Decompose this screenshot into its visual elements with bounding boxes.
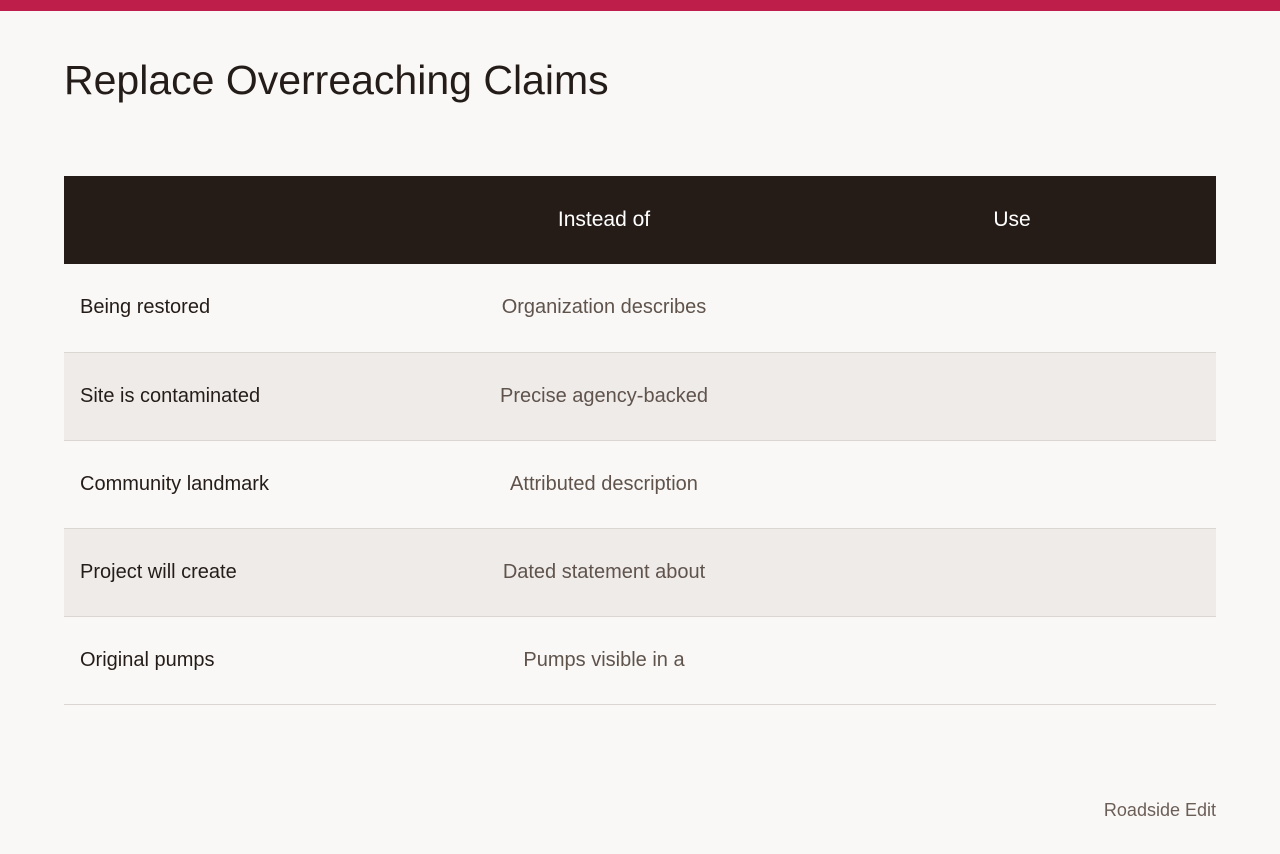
row-instead-of: Pumps visible in a bbox=[523, 648, 685, 671]
table-header bbox=[64, 176, 1216, 264]
table-row bbox=[64, 528, 1216, 616]
header-instead-of: Instead of bbox=[557, 208, 651, 231]
header-claim bbox=[64, 176, 400, 264]
top-accent-bar bbox=[0, 0, 1280, 11]
row-claim: Site is contaminated bbox=[80, 384, 261, 407]
row-instead-of: Attributed description bbox=[510, 472, 698, 495]
row-instead-of: Dated statement about bbox=[502, 560, 706, 583]
row-claim: Project will create bbox=[80, 560, 237, 583]
table-row bbox=[64, 264, 1216, 352]
table-row bbox=[64, 352, 1216, 440]
row-use bbox=[808, 264, 1216, 352]
row-use bbox=[808, 440, 1216, 528]
row-claim: Being restored bbox=[80, 296, 211, 319]
row-use bbox=[808, 528, 1216, 616]
row-claim: Original pumps bbox=[80, 648, 215, 671]
table-header-row bbox=[64, 176, 1216, 264]
footer-brand: Roadside Edit bbox=[1103, 800, 1216, 820]
page-title: Replace Overreaching Claims bbox=[64, 57, 609, 103]
row-use bbox=[808, 352, 1216, 440]
table-body bbox=[64, 264, 1216, 704]
table-row bbox=[64, 440, 1216, 528]
header-use: Use bbox=[993, 208, 1031, 231]
row-claim: Community landmark bbox=[80, 472, 269, 495]
row-instead-of: Precise agency-backed bbox=[500, 384, 708, 407]
claims-table bbox=[64, 176, 1216, 705]
row-instead-of: Organization describes bbox=[501, 296, 707, 319]
table-row bbox=[64, 616, 1216, 704]
row-use bbox=[808, 616, 1216, 704]
